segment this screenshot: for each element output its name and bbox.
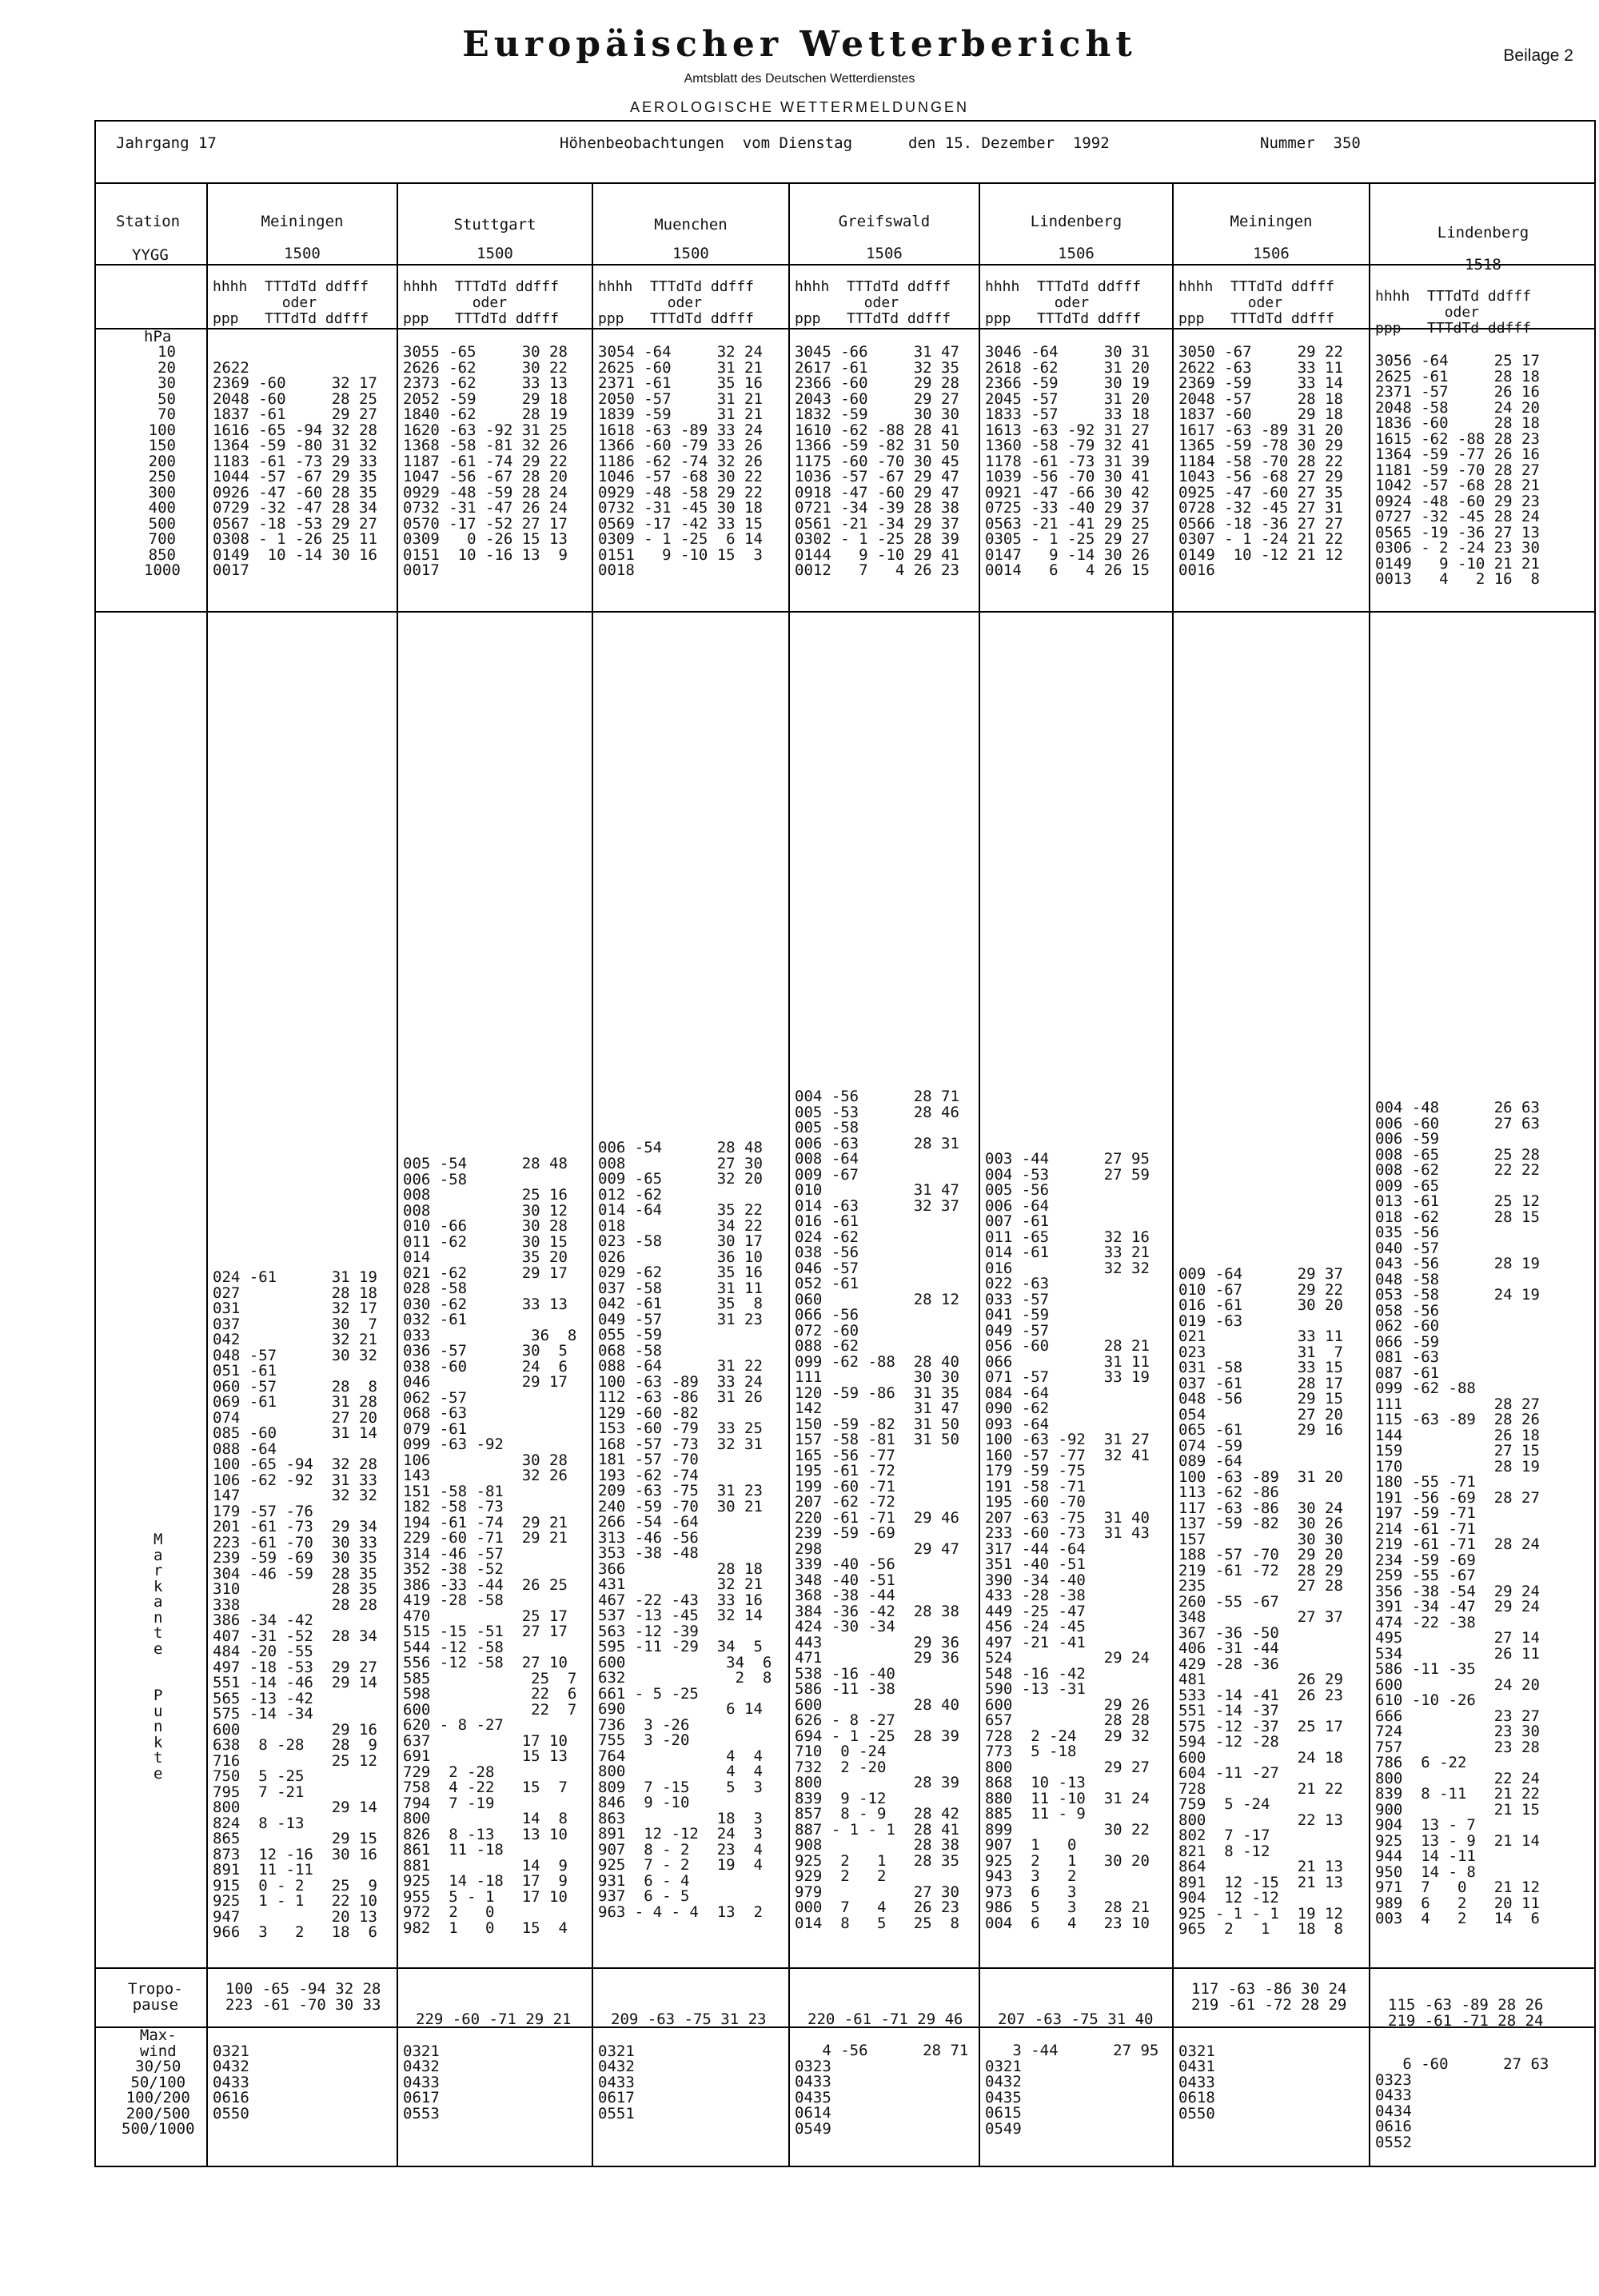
station-yygg: 1500 — [672, 245, 709, 262]
yygg-label: YYGG — [132, 246, 169, 264]
standard-levels: 3054 -64 32 24 2625 -60 31 21 2371 -61 35 16 2050 -57 31 21 1839 -59 31 21 1618 -63 -89 33 24 1366 -60 -79 33 26 1186 -62 -74 32 26 1046 -57 -68 30 22 0929 -48 -58 29 22 0732 -31 -45 30 18 0569 -17 -42 33 15 0309 - 1 -25 6 14 0151 9 -10 15 3 0018 — [598, 343, 763, 579]
markante-punkte: 004 -56 28 71 005 -53 28 46 005 -58 006 -63 28 31 008 -64 009 -67 010 31 47 014 -63 32 37 016 -61 024 -62 038 -56 046 -57 052 -61 060 28 12 066 -56 072 -60 088 -62 099 -62 -88 28 40 111 30 30 120 -59 -86 31 35 142 31 47 150 -59 -82 31 50 157 -58 -81 31 50 165 -56 -77 195 -61 -72 199 -60 -71 207 -62 -72 220 -61 -71 29 46 239 -59 -69 298 29 47 339 -40 -56 348 -40 -51 368 -38 -44 384 -36 -42 28 38 424 -30 -34 443 29 36 471 29 36 538 -16 -40 586 -11 -38 600 28 40 626 - 8 -27 694 - 1 -25 28 39 710 0 -24 732 2 -20 800 28 39 839 9 -12 857 8 - 9 28 42 887 - 1 - 1 28 41 908 28 38 925 2 1 28 35 929 2 2 979 27 30 000 7 4 26 23 014 8 5 25 8 — [795, 1088, 959, 1932]
maxwind-values: 0321 0431 0433 0618 0550 — [1178, 2042, 1215, 2122]
tropopause-label: Tropo- pause — [128, 1980, 183, 2014]
standard-levels: 3055 -65 30 28 2626 -62 30 22 2373 -62 33 13 2052 -59 29 18 1840 -62 28 19 1620 -63 -92 31 25 1368 -58 -81 32 26 1187 -61 -74 29 22 1047 -56 -67 28 20 0929 -48 -59 28 24 0732 -31 -47 26 24 0570 -17 -52 27 17 0309 0 -26 15 13 0151 10 -16 13 9 0017 — [403, 343, 568, 579]
maxwind-label: Max- wind 30/50 50/100 100/200 200/500 500/1000 — [122, 2026, 195, 2138]
station-yygg: 1506 — [1058, 245, 1095, 262]
tropopause-values: 207 -63 -75 31 40 — [998, 2010, 1154, 2028]
column-header: hhhh TTTdTd ddfff — [1375, 288, 1532, 305]
column-header: oder — [1178, 294, 1283, 311]
col-divider — [1369, 182, 1370, 2167]
station-yygg: 1500 — [477, 245, 513, 262]
column-header: ppp TTTdTd ddfff — [598, 310, 755, 327]
station-name: Meiningen — [261, 213, 344, 230]
rule-columns — [94, 328, 1596, 329]
rule-tropo — [94, 1967, 1596, 1969]
station-name: Lindenberg — [1437, 224, 1529, 242]
station-name: Muenchen — [654, 216, 728, 234]
tropopause-values: 115 -63 -89 28 26 219 -61 -71 28 24 — [1388, 1996, 1544, 2030]
maxwind-values: 6 -60 27 63 0323 0433 0434 0616 0552 — [1375, 2055, 1549, 2151]
maxwind-values: 0321 0432 0433 0617 0551 — [598, 2042, 635, 2122]
maxwind-values: 0321 0432 0433 0617 0553 — [403, 2042, 440, 2122]
column-header: hhhh TTTdTd ddfff — [1178, 278, 1335, 295]
col-divider — [788, 182, 790, 2167]
station-label: Station — [116, 213, 181, 230]
column-header: hhhh TTTdTd ddfff — [403, 278, 560, 295]
section-heading: AEROLOGISCHE WETTERMELDUNGEN — [629, 99, 970, 115]
standard-levels: 3050 -67 29 22 2622 -63 33 11 2369 -59 33 14 2048 -57 28 18 1837 -60 29 18 1617 -63 -89 31 20 1365 -59 -78 30 29 1184 -58 -70 28 22 1043 -56 -68 27 29 0925 -47 -60 27 35 0728 -32 -45 27 31 0566 -18 -36 27 27 0307 - 1 -24 21 22 0149 10 -12 21 12 0016 — [1178, 343, 1343, 579]
column-header: hhhh TTTdTd ddfff — [213, 278, 369, 295]
standard-levels: 3056 -64 25 17 2625 -61 28 18 2371 -57 26 16 2048 -58 24 20 1836 -60 28 18 1615 -62 -88 28 23 1364 -59 -77 26 16 1181 -59 -70 28 27 1042 -57 -68 28 21 0924 -48 -60 29 23 0727 -32 -45 28 24 0565 -19 -36 27 13 0306 - 2 -24 23 30 0149 9 -10 21 21 0013 4 2 16 8 — [1375, 352, 1540, 588]
column-header: hhhh TTTdTd ddfff — [795, 278, 951, 295]
station-name: Stuttgart — [453, 216, 536, 234]
hoehenbeobachtungen-label: Höhenbeobachtungen vom Dienstag — [560, 134, 853, 152]
maxwind-values: 3 -44 27 95 0321 0432 0435 0615 0549 — [985, 2042, 1159, 2138]
standard-levels: 3045 -66 31 47 2617 -61 32 35 2366 -60 29 28 2043 -60 29 27 1832 -59 30 30 1610 -62 -88 28 41 1366 -59 -82 31 50 1175 -60 -70 30 45 1036 -57 -67 29 47 0918 -47 -60 29 47 0721 -34 -39 28 38 0561 -21 -34 29 37 0302 - 1 -25 28 39 0144 9 -10 29 41 0012 7 4 26 23 — [795, 343, 959, 579]
maxwind-values: 4 -56 28 71 0323 0433 0435 0614 0549 — [795, 2042, 969, 2138]
column-header: hhhh TTTdTd ddfff — [598, 278, 755, 295]
jahrgang-label: Jahrgang 17 — [116, 134, 217, 152]
station-name: Meiningen — [1230, 213, 1313, 230]
maxwind-values: 0321 0432 0433 0616 0550 — [213, 2042, 249, 2122]
markante-punkte: 005 -54 28 48 006 -58 008 25 16 008 30 12 010 -66 30 28 011 -62 30 15 014 35 20 021 -62 29 17 028 -58 030 -62 33 13 032 -61 033 36 8 036 -57 30 5 038 -60 24 6 046 29 17 062 -57 068 -63 079 -61 099 -63 -92 106 30 28 143 32 26 151 -58 -81 182 -58 -73 194 -61 -74 29 21 229 -60 -71 29 21 314 -46 -57 352 -38 -52 386 -33 -44 26 25 419 -28 -58 470 25 17 515 -15 -51 27 17 544 -12 -58 556 -12 -58 27 10 585 25 7 598 22 6 600 22 7 620 - 8 -27 637 17 10 691 15 13 729 2 -28 758 4 -22 15 7 794 7 -19 800 14 8 826 8 -13 13 10 861 11 -18 881 14 9 925 14 -18 17 9 955 5 - 1 17 10 972 2 0 982 1 0 15 4 — [403, 1155, 577, 1937]
pressure-levels: 10 20 30 50 70 100 150 200 250 300 400 500 700 850 1000 — [144, 343, 181, 579]
subtitle: Amtsblatt des Deutschen Wetterdienstes — [684, 72, 915, 86]
column-header: oder — [1375, 304, 1480, 321]
beilage-label: Beilage 2 — [1503, 46, 1573, 65]
station-name: Greifswald — [838, 213, 931, 230]
date-label: den 15. Dezember 1992 — [908, 134, 1110, 152]
issue-number: Nummer 350 — [1260, 134, 1361, 152]
standard-levels: 2622 2369 -60 32 17 2048 -60 28 25 1837 -61 29 27 1616 -65 -94 32 28 1364 -59 -80 31 32 1183 -61 -73 29 33 1044 -57 -67 29 35 0926 -47 -60 28 35 0729 -32 -47 28 34 0567 -18 -53 29 27 0308 - 1 -26 25 11 0149 10 -14 30 16 0017 — [213, 358, 377, 579]
tropopause-values: 117 -63 -86 30 24 219 -61 -72 28 29 — [1191, 1980, 1347, 2014]
column-header: ppp TTTdTd ddfff — [403, 310, 560, 327]
tropopause-values: 220 -61 -71 29 46 — [807, 2010, 963, 2028]
station-yygg: 1500 — [284, 245, 321, 262]
station-name: Lindenberg — [1030, 213, 1122, 230]
station-yygg: 1518 — [1465, 256, 1501, 274]
rule-header — [94, 182, 1596, 184]
rule-yygg — [94, 264, 1596, 266]
column-header: oder — [598, 294, 703, 311]
tropopause-values: 100 -65 -94 32 28 223 -61 -70 30 33 — [225, 1980, 381, 2014]
markante-punkte: 004 -48 26 63 006 -60 27 63 006 -59 008 -65 25 28 008 -62 22 22 009 -65 013 -61 25 12 018 -62 28 15 035 -56 040 -57 043 -56 28 19 048 -58 053 -58 24 19 058 -56 062 -60 066 -59 081 -63 087 -61 099 -62 -88 111 28 27 115 -63 -89 28 26 144 26 18 159 27 15 170 28 19 180 -55 -71 191 -56 -69 28 27 197 -59 -71 214 -61 -71 219 -61 -71 28 24 234 -59 -69 259 -55 -67 356 -38 -54 29 24 391 -34 -47 29 24 474 -22 -38 495 27 14 534 26 11 586 -11 -35 600 24 20 610 -10 -26 666 23 27 724 23 30 757 23 28 786 6 -22 800 22 24 839 8 -11 21 22 900 21 15 904 13 - 7 925 13 - 9 21 14 944 14 -11 950 14 - 8 971 7 0 21 12 989 6 2 20 11 003 4 2 14 6 — [1375, 1099, 1540, 1927]
column-header: ppp TTTdTd ddfff — [213, 310, 369, 327]
column-header: oder — [795, 294, 899, 311]
station-yygg: 1506 — [866, 245, 903, 262]
rule-standard — [94, 611, 1596, 613]
tropopause-values: 229 -60 -71 29 21 — [416, 2010, 572, 2028]
page-title: Europäischer Wetterbericht — [462, 24, 1137, 65]
col-divider — [979, 182, 980, 2167]
column-header: ppp TTTdTd ddfff — [1178, 310, 1335, 327]
column-header: ppp TTTdTd ddfff — [1375, 320, 1532, 337]
station-yygg: 1506 — [1253, 245, 1290, 262]
markante-punkte: 003 -44 27 95 004 -53 27 59 005 -56 006 -64 007 -61 011 -65 32 16 014 -61 33 21 016 32 32 022 -63 033 -57 041 -59 049 -57 056 -60 28 21 066 31 11 071 -57 33 19 084 -64 090 -62 093 -64 100 -63 -92 31 27 160 -57 -77 32 41 179 -59 -75 191 -58 -71 195 -60 -70 207 -63 -75 31 40 233 -60 -73 31 43 317 -44 -64 351 -40 -51 390 -34 -40 433 -28 -38 449 -25 -47 456 -24 -45 497 -21 -41 524 29 24 548 -16 -42 590 -13 -31 600 29 26 657 28 28 728 2 -24 29 32 773 5 -18 800 29 27 868 10 -13 880 11 -10 31 24 885 11 - 9 899 30 22 907 1 0 925 2 1 30 20 943 3 2 973 6 3 986 5 3 28 21 004 6 4 23 10 — [985, 1150, 1150, 1932]
markante-punkte: 006 -54 28 48 008 27 30 009 -65 32 20 012 -62 014 -64 35 22 018 34 22 023 -58 30 17 026 36 10 029 -62 35 16 037 -58 31 11 042 -61 35 8 049 -57 31 23 055 -59 068 -58 088 -64 31 22 100 -63 -89 33 24 112 -63 -86 31 26 129 -60 -82 153 -60 -79 33 25 168 -57 -73 32 31 181 -57 -70 193 -62 -74 209 -63 -75 31 23 240 -59 -70 30 21 266 -54 -64 313 -46 -56 353 -38 -48 366 28 18 431 32 21 467 -22 -43 33 16 537 -13 -45 32 14 563 -12 -39 595 -11 -29 34 5 600 34 6 632 2 8 661 - 5 -25 690 6 14 736 3 -26 755 3 -20 764 4 4 800 4 4 809 7 -15 5 3 846 9 -10 863 18 3 891 12 -12 24 3 907 8 - 2 23 4 925 7 - 2 19 4 931 6 - 4 937 6 - 5 963 - 4 - 4 13 2 — [598, 1139, 772, 1921]
col-divider — [206, 182, 208, 2167]
col-divider — [592, 182, 593, 2167]
column-header: oder — [403, 294, 508, 311]
standard-levels: 3046 -64 30 31 2618 -62 31 20 2366 -59 30 19 2045 -57 31 20 1833 -57 33 18 1613 -63 -92 31 27 1360 -58 -79 32 41 1178 -61 -73 31 39 1039 -56 -70 30 41 0921 -47 -66 30 42 0725 -33 -40 29 37 0563 -21 -41 29 25 0305 - 1 -25 29 27 0147 9 -14 30 26 0014 6 4 26 15 — [985, 343, 1150, 579]
column-header: hhhh TTTdTd ddfff — [985, 278, 1142, 295]
column-header: ppp TTTdTd ddfff — [985, 310, 1142, 327]
tropopause-values: 209 -63 -75 31 23 — [611, 2010, 767, 2028]
column-header: oder — [213, 294, 317, 311]
markante-punkte: 009 -64 29 37 010 -67 29 22 016 -61 30 20 019 -63 021 33 11 023 31 7 031 -58 33 15 037 -61 28 17 048 -56 29 15 054 27 20 065 -61 29 16 074 -59 089 -64 100 -63 -89 31 20 113 -62 -86 117 -63 -86 30 24 137 -59 -82 30 26 157 30 30 188 -57 -70 29 20 219 -61 -72 28 29 235 27 28 260 -55 -67 348 27 37 367 -36 -50 406 -31 -44 429 -28 -36 481 26 29 533 -14 -41 26 23 551 -14 -37 575 -12 -37 25 17 594 -12 -28 600 24 18 604 -11 -27 728 21 22 759 5 -24 800 22 13 802 7 -17 821 8 -12 864 21 13 891 12 -15 21 13 904 12 -12 925 - 1 - 1 19 12 965 2 1 18 8 — [1178, 1265, 1343, 1938]
markante-punkte: 024 -61 31 19 027 28 18 031 32 17 037 30 7 042 32 21 048 -57 30 32 051 -61 060 -57 28 8 069 -61 31 28 074 27 20 085 -60 31 14 088 -64 100 -65 -94 32 28 106 -62 -92 31 33 147 32 32 179 -57 -76 201 -61 -73 29 34 223 -61 -70 30 33 239 -59 -69 30 35 304 -46 -59 28 35 310 28 35 338 28 28 386 -34 -42 407 -31 -52 28 34 484 -20 -55 497 -18 -53 29 27 551 -14 -46 29 14 565 -13 -42 575 -14 -34 600 29 16 638 8 -28 28 9 716 25 12 750 5 -25 795 7 -21 800 29 14 824 8 -13 865 29 15 873 12 -16 30 16 891 11 -11 915 0 - 2 25 9 925 1 - 1 22 10 947 20 13 966 3 2 18 6 — [213, 1268, 377, 1941]
col-divider — [397, 182, 398, 2167]
hpa-label: hPa — [144, 328, 172, 345]
col-divider — [1172, 182, 1174, 2167]
markante-punkte-label: M a r k a n t e P u n k t e — [154, 1531, 163, 1783]
column-header: ppp TTTdTd ddfff — [795, 310, 951, 327]
column-header: oder — [985, 294, 1090, 311]
